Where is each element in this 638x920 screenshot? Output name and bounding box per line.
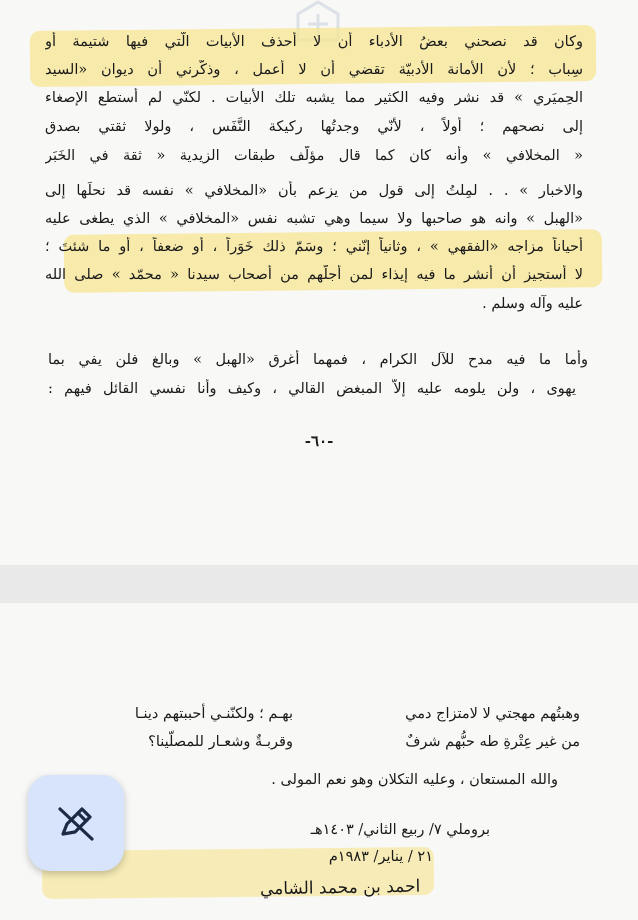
verse-line: بهـم ؛ ولكنّنـي أحببتهم دينـا: [134, 706, 293, 722]
verse-line: من غير عِتْرةِ طه حبُّهم شرفٌ: [405, 734, 580, 750]
text-line: والاخبار » . . لمِلتُ إلى قول من يزعم بأن «المخلافي » نفسه قد نحلَها إلى: [45, 183, 583, 199]
date-gregorian: ٢١ / ينایر/ ١٩٨٣م: [328, 849, 433, 865]
text-line: أحياناً مزاجه «الفقهي » ، وثانياً إنّني ؛ وسَمّ ذلك خَوَراً ، أو ضعفاً ، أو ما شئتَ ؛: [45, 239, 583, 255]
text-line: لا أستجيز أن أنشر ما فيه إيذاء لمن أجلّهم من أصحاب سيدنا « محمّد » صلى الله: [45, 267, 583, 283]
text-line: وكان قد نصحني بعضُ الأدباء أن لا أحذف الأبيات الّتي فيها شتيمة أو: [45, 34, 583, 50]
text-line: الحِميَري » قد نشر وفيه الكثير مما يشبه تلك الأبيات . لكنّي لم أستطع الإصغاء: [45, 90, 583, 106]
book-page-bottom: [0, 603, 638, 920]
text-line: «الهبل » وانه هو صاحبها ولا سيما وهي تشبه نفس «المخلافي » الذي يطغى عليه: [45, 211, 583, 227]
annotate-button[interactable]: [28, 775, 124, 871]
pen-slash-icon: [54, 801, 98, 845]
text-line: سِباب ؛ لأن الأمانة الأدبيّة تقضي أن لا أعمل ، وذكّرني أن ديوان «السيد: [45, 62, 583, 78]
text-line: « المخلافي » وأنه كان كما قال مؤلّف طبقات الزيدية « ثقة في الخَبَر: [45, 148, 583, 164]
text-line: عليه وآله وسلم .: [482, 296, 583, 312]
verse-line: وهبتُهم مهجتي لا لامتزاج دمي: [405, 706, 580, 722]
signature: احمد بن محمد الشامي: [259, 876, 421, 900]
date-hijri: بروملي ٧/ ربيع الثاني/ ١٤٠٣هـ: [310, 822, 490, 838]
verse-line: وقربـةٌ وشعـار للمصلّينا؟: [148, 734, 293, 750]
text-line: إلى نصحهم ؛ أولاً ، لأنّي وجدتُها ركيكة النَّفَس ، ولولا ثقتي بصدق: [45, 119, 583, 135]
text-line: يهوى ، ولن يلومه عليه إلاّ المبغض القالي ، وكيف وأنا نفسي القائل فيهم :: [48, 381, 576, 397]
closing-text: والله المستعان ، وعليه التكلان وهو نعم المولى .: [271, 772, 558, 788]
text-line: وأما ما فيه مدح للآل الكرام ، فمهما أغرق «الهبل » وبالغ فلن يفي بما: [48, 352, 588, 368]
page-number: -٦٠-: [304, 432, 334, 450]
page-gap: [0, 565, 638, 603]
